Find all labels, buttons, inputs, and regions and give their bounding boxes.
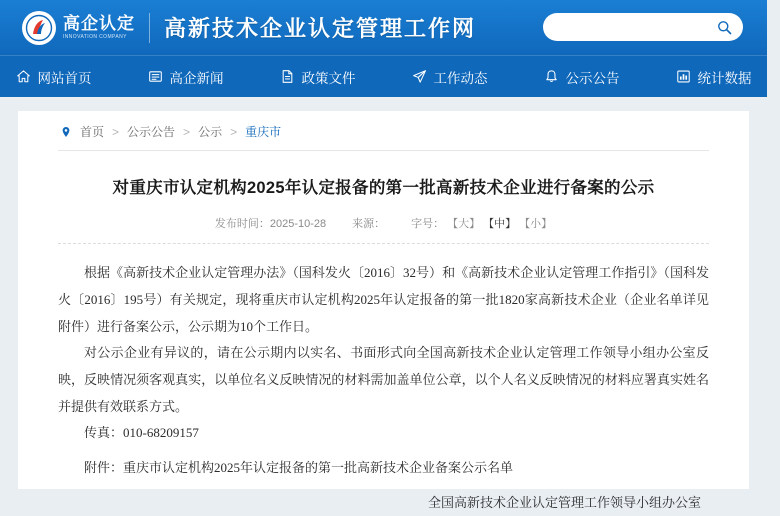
nav-item-label: 政策文件 xyxy=(301,70,356,86)
nav-item-announcement[interactable] xyxy=(516,56,648,98)
publish-time: 发布时间：2025-10-28 xyxy=(214,218,327,231)
nav-item-statistics[interactable] xyxy=(648,56,780,98)
breadcrumb-separator: > xyxy=(230,124,238,139)
nav-item-home[interactable] xyxy=(0,56,120,98)
search-box[interactable] xyxy=(543,13,743,41)
article-spacer xyxy=(58,447,709,455)
breadcrumb-separator: > xyxy=(112,124,120,139)
font-size-control xyxy=(411,215,552,231)
logo-text xyxy=(63,15,135,40)
site-header xyxy=(0,0,767,55)
nav-item-label: 工作动态 xyxy=(433,70,488,86)
site-logo[interactable] xyxy=(22,11,135,45)
breadcrumb-item-public[interactable]: 公示 xyxy=(198,125,223,139)
site-title: 高新技术企业认定管理工作网 xyxy=(164,16,477,41)
logo-title-en: INNOVATION COMPANY xyxy=(63,34,127,40)
font-size-small[interactable]: 【小】 xyxy=(519,218,553,231)
send-icon xyxy=(412,69,427,84)
article-paragraph: 传真：010-68209157 xyxy=(84,425,199,441)
breadcrumb-item-current: 重庆市 xyxy=(245,125,282,139)
nav-item-label: 公示公告 xyxy=(565,70,620,86)
location-icon xyxy=(60,126,72,138)
content-card xyxy=(18,111,749,510)
nav-item-policy[interactable] xyxy=(252,56,384,98)
breadcrumb-item-announcement[interactable]: 公示公告 xyxy=(127,125,176,139)
article-paragraph: 对公示企业有异议的，请在公示期内以实名、书面形式向全国高新技术企业认定管理工作领导小组办公室反映，反映情况须客观真实，以单位名义反映情况的材料需加盖单位公章，以个人名义反映情况的材料应署真实姓名并提供有效联系方式。 xyxy=(58,345,709,414)
font-size-label: 字号： xyxy=(411,218,445,231)
bell-icon xyxy=(544,69,559,84)
news-icon xyxy=(148,69,163,84)
search-icon[interactable] xyxy=(715,18,733,36)
nav-item-label: 高企新闻 xyxy=(169,70,224,86)
nav-item-work[interactable] xyxy=(384,56,516,98)
chart-icon xyxy=(676,69,691,84)
article-source: 来源： xyxy=(352,218,386,231)
article-paragraph: 根据《高新技术企业认定管理办法》（国科发火〔2016〕32号）和《高新技术企业认定管理工作指引》（国科发火〔2016〕195号）有关规定，现将重庆市认定机构2025年认定报备的第一批1820家高新技术企业（企业名单详见附件）进行备案公示，公示期为10个工作日。 xyxy=(58,265,709,334)
search-input[interactable] xyxy=(553,20,715,34)
nav-item-label: 网站首页 xyxy=(37,70,92,86)
breadcrumb xyxy=(58,111,709,140)
breadcrumb-divider xyxy=(58,150,709,151)
content-shell xyxy=(0,97,767,510)
font-size-medium[interactable]: 【中】 xyxy=(483,218,517,231)
nav-item-news[interactable] xyxy=(120,56,252,98)
page-title: 对重庆市认定机构2025年认定报备的第一批高新技术企业进行备案的公示 xyxy=(112,179,655,197)
home-icon xyxy=(16,69,31,84)
header-divider xyxy=(149,13,150,43)
article-spacer xyxy=(58,482,709,490)
article-body xyxy=(58,260,709,516)
logo-emblem-icon xyxy=(22,11,56,45)
breadcrumb-separator: > xyxy=(183,124,191,139)
article-attachment: 附件：重庆市认定机构2025年认定报备的第一批高新技术企业备案公示名单 xyxy=(84,459,514,475)
main-nav xyxy=(0,55,767,97)
article-signature: 全国高新技术企业认定管理工作领导小组办公室 xyxy=(427,494,701,510)
document-icon xyxy=(280,69,295,84)
logo-title-cn: 高企认定 xyxy=(63,14,135,33)
meta-divider xyxy=(58,243,709,244)
article-meta xyxy=(58,215,709,231)
font-size-large[interactable]: 【大】 xyxy=(447,218,481,231)
breadcrumb-item-home[interactable]: 首页 xyxy=(80,125,105,139)
nav-item-label: 统计数据 xyxy=(697,70,752,86)
